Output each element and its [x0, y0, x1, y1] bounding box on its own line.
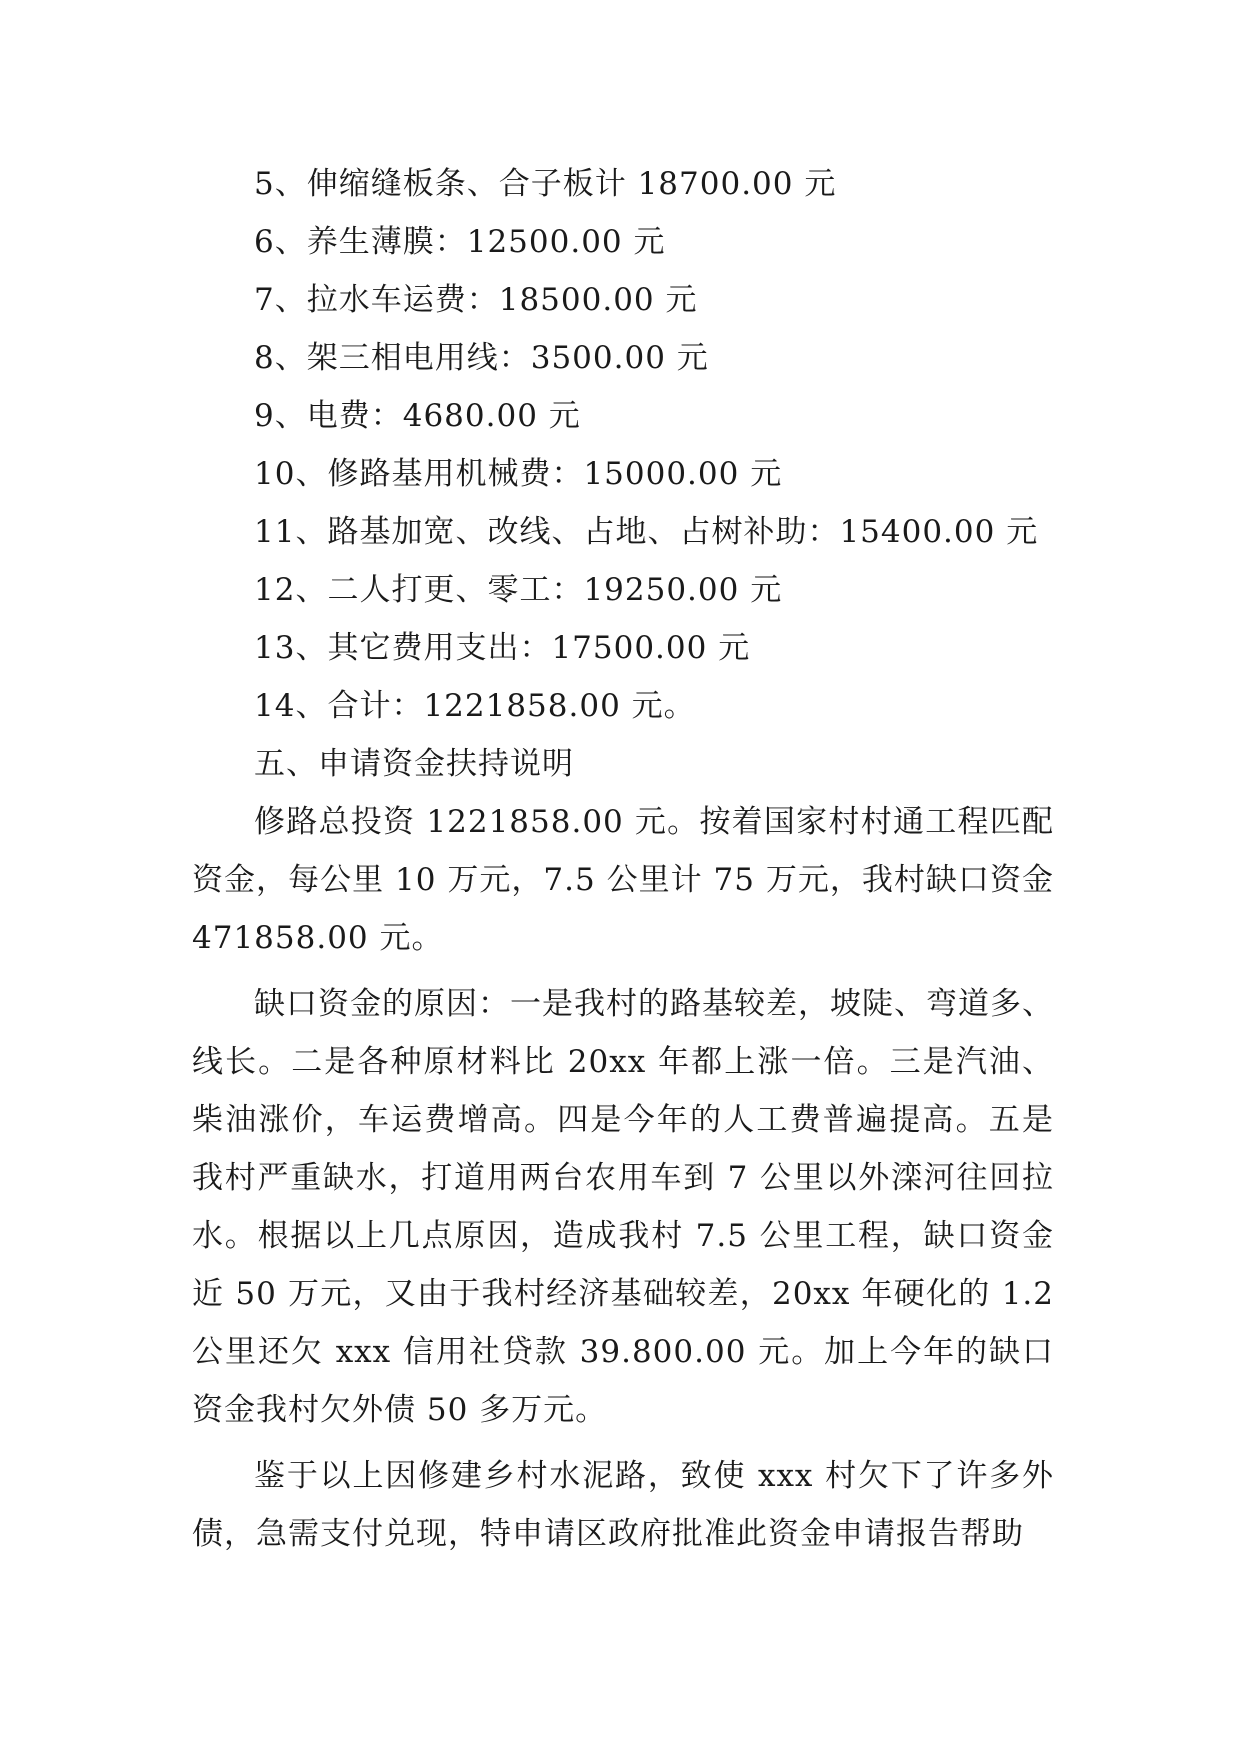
cost-item: 7、拉水车运费：18500.00 元	[254, 282, 698, 318]
body-paragraph: 修路总投资 1221858.00 元。按着国家村村通工程匹配资金，每公里 10 万元，7.5 公里计 75 万元，我村缺口资金 471858.00 元。	[192, 804, 1054, 956]
cost-item: 13、其它费用支出：17500.00 元	[254, 630, 751, 666]
cost-item: 8、架三相电用线：3500.00 元	[254, 340, 709, 376]
cost-item: 11、路基加宽、改线、占地、占树补助：15400.00 元	[254, 514, 1039, 550]
body-paragraph: 缺口资金的原因：一是我村的路基较差，坡陡、弯道多、线长。二是各种原材料比 20xx 年都上涨一倍。三是汽油、柴油涨价，车运费增高。四是今年的人工费普遍提高。五是我村严重缺水，打道用两台农用车到 7 公里以外滦河往回拉水。根据以上几点原因，造成我村 7.5 公里工程，缺口资金近 50 万元，又由于我村经济基础较差，20xx 年硬化的 1.2 公里还欠 xxx 信用社贷款 39.800.00 元。加上今年的缺口资金我村欠外债 50 多万元。	[192, 986, 1054, 1428]
cost-item: 12、二人打更、零工：19250.00 元	[254, 572, 783, 608]
body-paragraph: 鉴于以上因修建乡村水泥路，致使 xxx 村欠下了许多外债，急需支付兑现，特申请区政府批准此资金申请报告帮助	[192, 1458, 1054, 1552]
cost-item: 6、养生薄膜：12500.00 元	[254, 224, 666, 260]
section-heading: 五、申请资金扶持说明	[254, 746, 574, 782]
cost-item: 9、电费：4680.00 元	[254, 398, 581, 434]
cost-item: 10、修路基用机械费：15000.00 元	[254, 456, 783, 492]
cost-item: 5、伸缩缝板条、合子板计 18700.00 元	[254, 166, 837, 202]
document-body	[192, 155, 1054, 1571]
cost-item-total: 14、合计：1221858.00 元。	[254, 688, 696, 724]
